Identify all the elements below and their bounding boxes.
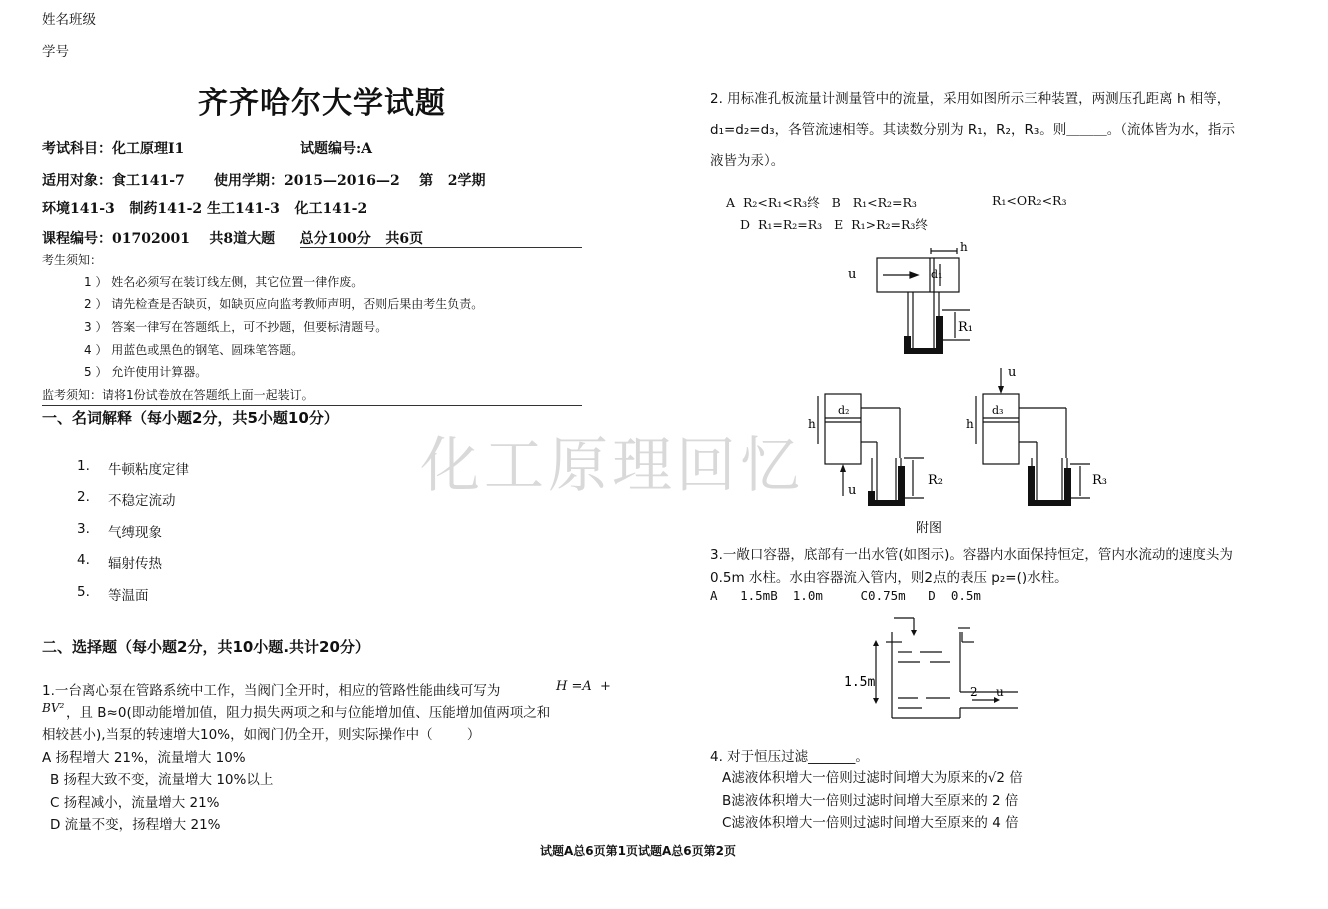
d1-label: d₁ (931, 268, 943, 281)
q1-line3: 相较甚小),当泵的转速增大10%，如阀门仍全开，则实际操作中（ ） (42, 727, 481, 743)
section1-heading: 一、名词解释（每小题2分，共5小题10分） (42, 409, 339, 427)
q4-option-c: C滤液体积增大一倍则过滤时间增大至原来的 4 倍 (722, 815, 1019, 831)
divider (300, 247, 582, 248)
point-label: 2 (970, 685, 978, 699)
d3-label: d₃ (992, 404, 1004, 417)
q2-line3: 液皆为汞）。 (710, 153, 785, 169)
term-number: 1. (77, 458, 90, 474)
h-label-2: h (808, 417, 816, 431)
term-number: 2. (77, 489, 90, 505)
q4-option-b: B滤液体积增大一倍则过滤时间增大至原来的 2 倍 (722, 793, 1019, 809)
q3-line1: 3.一敞口容器，底部有一出水管(如图示)。容器内水面保持恒定，管内水流动的速度头为 (710, 547, 1233, 563)
notice-item: 4 ） 用蓝色或黑色的钢笔、圆珠笔答题。 (84, 343, 304, 357)
q3-options: A 1.5mB 1.0m C0.75m D 0.5m (710, 588, 981, 603)
term-text: 等温面 (108, 588, 149, 604)
u-label-3: u (1008, 365, 1017, 380)
page-footer: 试题A总6页第1页试题A总6页第2页 (540, 844, 736, 858)
height-label: 1.5m (844, 675, 876, 690)
subject-line: 考试科目：化工原理Ⅰ1 (42, 141, 185, 157)
h-label-1: h (960, 240, 968, 254)
notice-item: 1 ） 姓名必须写在装订线左侧，其它位置一律作废。 (84, 275, 364, 289)
target-line: 适用对象：食工141-7 使用学期：2015—2016—2 第 2学期 (42, 173, 486, 189)
u-label-4: u (996, 685, 1004, 699)
q1-formula-term: BV² (42, 701, 65, 715)
q1-line1: 1.一台离心泵在管路系统中工作，当阀门全开时，相应的管路性能曲线可写为 (42, 683, 501, 699)
term-text: 气缚现象 (108, 525, 162, 541)
course-line: 课程编号：01702001 共8道大题 总分100分 共6页 (42, 231, 424, 247)
r1-label: R₁ (958, 320, 973, 335)
proctor-notice: 监考须知：请将1份试卷放在答题纸上面一起装订。 (42, 388, 314, 402)
notice-heading: 考生须知： (42, 253, 103, 267)
notice-item: 5 ） 允许使用计算器。 (84, 365, 208, 379)
notice-item: 3 ） 答案一律写在答题纸上，可不抄题，但要标清题号。 (84, 320, 388, 334)
q1-option-a: A 扬程增大 21%，流量增大 10% (42, 750, 246, 766)
term-text: 辐射传热 (108, 556, 162, 572)
watermark-text: 化工原理回忆 (420, 431, 804, 501)
q2-option-de: D R₁=R₂=R₃ E R₁>R₂=R₃终 (740, 217, 928, 232)
container-figure (838, 612, 1038, 732)
figure-caption: 附图 (916, 521, 943, 536)
u-label-2: u (848, 483, 857, 498)
q1-option-d: D 流量不变，扬程增大 21% (50, 817, 221, 833)
r3-label: R₃ (1092, 473, 1107, 488)
q2-line1: 2. 用标准孔板流量计测量管中的流量，采用如图所示三种装置，两测压孔距离 h 相等， (710, 91, 1231, 107)
u-label-1: u (848, 267, 857, 282)
page-title: 齐齐哈尔大学试题 (198, 86, 446, 121)
classes-line: 环境141-3 制药141-2 生工141-3 化工141-2 (42, 201, 368, 217)
q1-option-c: C 扬程减小，流量增大 21% (50, 795, 220, 811)
q4-option-a: A滤液体积增大一倍则过滤时间增大为原来的√2 倍 (722, 770, 1023, 786)
q1-formula: H =A + (556, 679, 611, 694)
q4-line: 4. 对于恒压过滤_______。 (710, 749, 869, 765)
term-number: 3. (77, 521, 90, 537)
term-text: 不稳定流动 (108, 493, 176, 509)
q2-line2: d₁=d₂=d₃，各管流速相等。其读数分别为 R₁，R₂，R₃。则＿＿＿。（流体皆为水，指示 (710, 122, 1235, 138)
student-id-label: 学号 (42, 44, 69, 60)
section2-heading: 二、选择题（每小题2分，共10小题.共计20分） (42, 638, 370, 656)
name-class-label: 姓名班级 (42, 12, 96, 28)
q2-option-ab: A R₂<R₁<R₃终 B R₁<R₂=R₃ (726, 195, 917, 210)
paper-code: 试题编号:A (300, 141, 373, 157)
term-number: 4. (77, 552, 90, 568)
q2-option-c: R₁<OR₂<R₃ (992, 193, 1067, 208)
q3-line2: 0.5m 水柱。水由容器流入管内，则2点的表压 p₂=()水柱。 (710, 570, 1068, 586)
d2-label: d₂ (838, 404, 850, 417)
h-label-3: h (966, 417, 974, 431)
notice-item: 2 ） 请先检查是否缺页，如缺页应向监考教师声明，否则后果由考生负责。 (84, 297, 484, 311)
r2-label: R₂ (928, 473, 943, 488)
q1-line2: ，且 B≈0(即动能增加值，阻力损失两项之和与位能增加值、压能增加值两项之和 (66, 705, 551, 721)
orifice-figure (800, 236, 1120, 536)
q1-option-b: B 扬程大致不变，流量增大 10%以上 (50, 772, 274, 788)
term-number: 5. (77, 584, 90, 600)
divider (42, 405, 582, 406)
term-text: 牛顿粘度定律 (108, 462, 189, 478)
